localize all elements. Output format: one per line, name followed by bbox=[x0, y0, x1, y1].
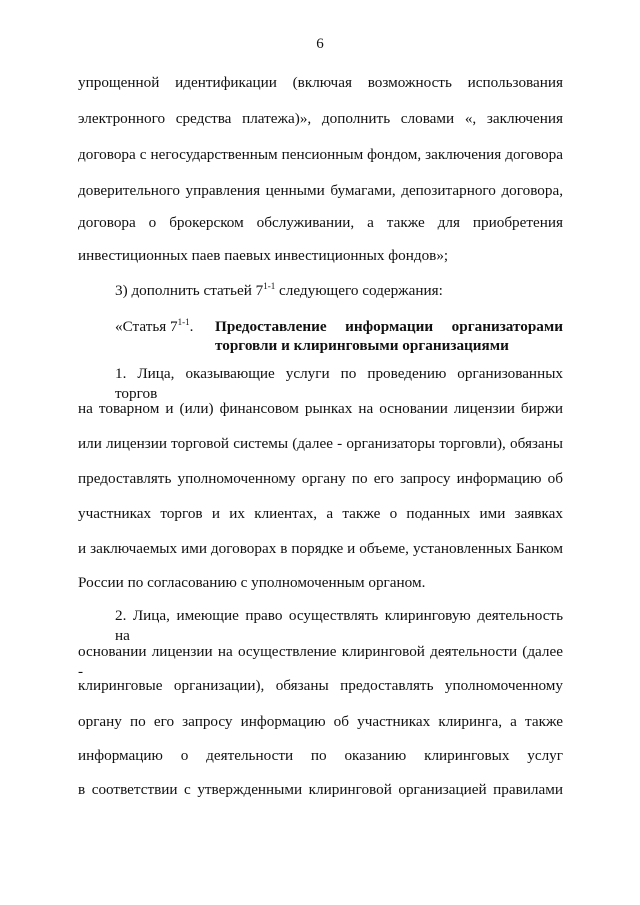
item-3-superscript: 1-1 bbox=[263, 281, 276, 291]
text-line: и заключаемых ими договорах в порядке и объеме, установленных Банком bbox=[78, 540, 563, 557]
article-title bbox=[215, 317, 563, 355]
item-3-line bbox=[115, 281, 563, 301]
text-line: предоставлять уполномоченному органу по его запросу информацию об bbox=[78, 470, 563, 487]
article-label bbox=[115, 317, 193, 336]
text-line: электронного средства платежа)», дополнить словами «, заключения bbox=[78, 110, 563, 127]
text-line: договора о брокерском обслуживании, а также для приобретения bbox=[78, 214, 563, 231]
article-label-suffix: . bbox=[189, 318, 194, 335]
article-title-line-1: Предоставление информации организаторами bbox=[215, 318, 563, 335]
text-line: или лицензии торговой системы (далее - организаторы торговли), обязаны bbox=[78, 435, 563, 452]
text-line: доверительного управления ценными бумагами, депозитарного договора, bbox=[78, 182, 563, 199]
article-label-prefix: «Статья 7 bbox=[115, 318, 178, 335]
text-line: информацию о деятельности по оказанию клиринговых услуг bbox=[78, 747, 563, 764]
text-line: договора с негосударственным пенсионным фондом, заключения договора bbox=[78, 146, 563, 163]
text-line: основании лицензии на осуществление клиринговой деятельности (далее - bbox=[78, 643, 563, 680]
article-label-superscript: 1-1 bbox=[177, 317, 190, 327]
text-line: России по согласованию с уполномоченным органом. bbox=[78, 574, 426, 591]
text-line: участниках торгов и их клиентах, а также о поданных ими заявках bbox=[78, 505, 563, 522]
article-title-line-2: торговли и клиринговыми организациями bbox=[215, 337, 509, 354]
text-line: клиринговые организации), обязаны предоставлять уполномоченному bbox=[78, 677, 563, 694]
text-line: на товарном и (или) финансовом рынках на основании лицензии биржи bbox=[78, 400, 563, 417]
item-3-suffix: следующего содержания: bbox=[275, 282, 443, 299]
page-number: 6 bbox=[316, 36, 324, 52]
text-line: упрощенной идентификации (включая возможность использования bbox=[78, 74, 563, 91]
paragraph-1-first-line: 1. Лица, оказывающие услуги по проведению организованных торгов bbox=[115, 365, 563, 402]
item-3-prefix: 3) дополнить статьей 7 bbox=[115, 282, 264, 299]
text-line: инвестиционных паев паевых инвестиционных фондов»; bbox=[78, 247, 449, 264]
paragraph-2-first-line: 2. Лица, имеющие право осуществлять клиринговую деятельность на bbox=[115, 607, 563, 644]
text-line: органу по его запросу информацию об участниках клиринга, а также bbox=[78, 713, 563, 730]
text-line: в соответствии с утвержденными клиринговой организацией правилами bbox=[78, 781, 563, 798]
